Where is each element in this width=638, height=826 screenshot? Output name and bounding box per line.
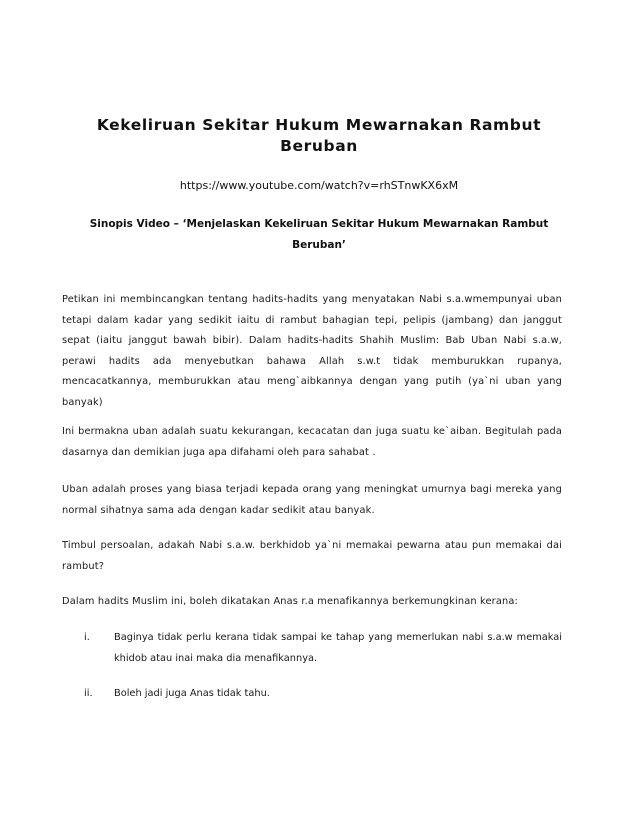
- paragraph-5: Dalam hadits Muslim ini, boleh dikatakan Anas r.a menafikannya berkemungkinan kerana:: [62, 596, 518, 607]
- list-item-text: Baginya tidak perlu kerana tidak sampai ke tahap yang memerlukan nabi s.a.w memakai khidob atau inai maka dia menafikannya.: [114, 632, 562, 664]
- paragraph-4: Timbul persoalan, adakah Nabi s.a.w. berkhidob ya`ni memakai pewarna atau pun memakai dai rambut?: [62, 540, 562, 572]
- paragraph-1: Petikan ini membincangkan tentang hadits-hadits yang menyatakan Nabi s.a.wmempunyai uban tetapi dalam kadar yang sedikit iaitu di rambut bahagian tepi, pelipis (jambang) dan janggut sepat (iaitu janggut bawah bibir). Dalam hadits-hadits Shahih Muslim: Bab Uban Nabi s.a.w, perawi hadits ada menyebutkan bahawa Allah s.w.t tidak memburukkan rupanya, mencacatkannya, memburukkan atau meng`aibkannya dengan yang putih (ya`ni uban yang banyak): [62, 294, 562, 408]
- document-title: Kekeliruan Sekitar Hukum Mewarnakan Rambut Beruban: [96, 116, 542, 155]
- paragraph-3: Uban adalah proses yang biasa terjadi kepada orang yang meningkat umurnya bagi mereka yang normal sihatnya sama ada dengan kadar sedikit atau banyak.: [62, 484, 562, 516]
- sinopsis-heading: Sinopis Video – ‘Menjelaskan Kekeliruan Sekitar Hukum Mewarnakan Rambut Beruban’: [89, 218, 549, 251]
- video-url: https://www.youtube.com/watch?v=rhSTnwKX6xM: [179, 179, 459, 192]
- list-item-number: i.: [84, 632, 90, 643]
- paragraph-2: Ini bermakna uban adalah suatu kekurangan, kecacatan dan juga suatu ke`aiban. Begitulah pada dasarnya dan demikian juga apa difahami oleh para sahabat .: [62, 426, 562, 458]
- list-item-text: Boleh jadi juga Anas tidak tahu.: [114, 688, 270, 699]
- list-item-number: ii.: [84, 688, 93, 699]
